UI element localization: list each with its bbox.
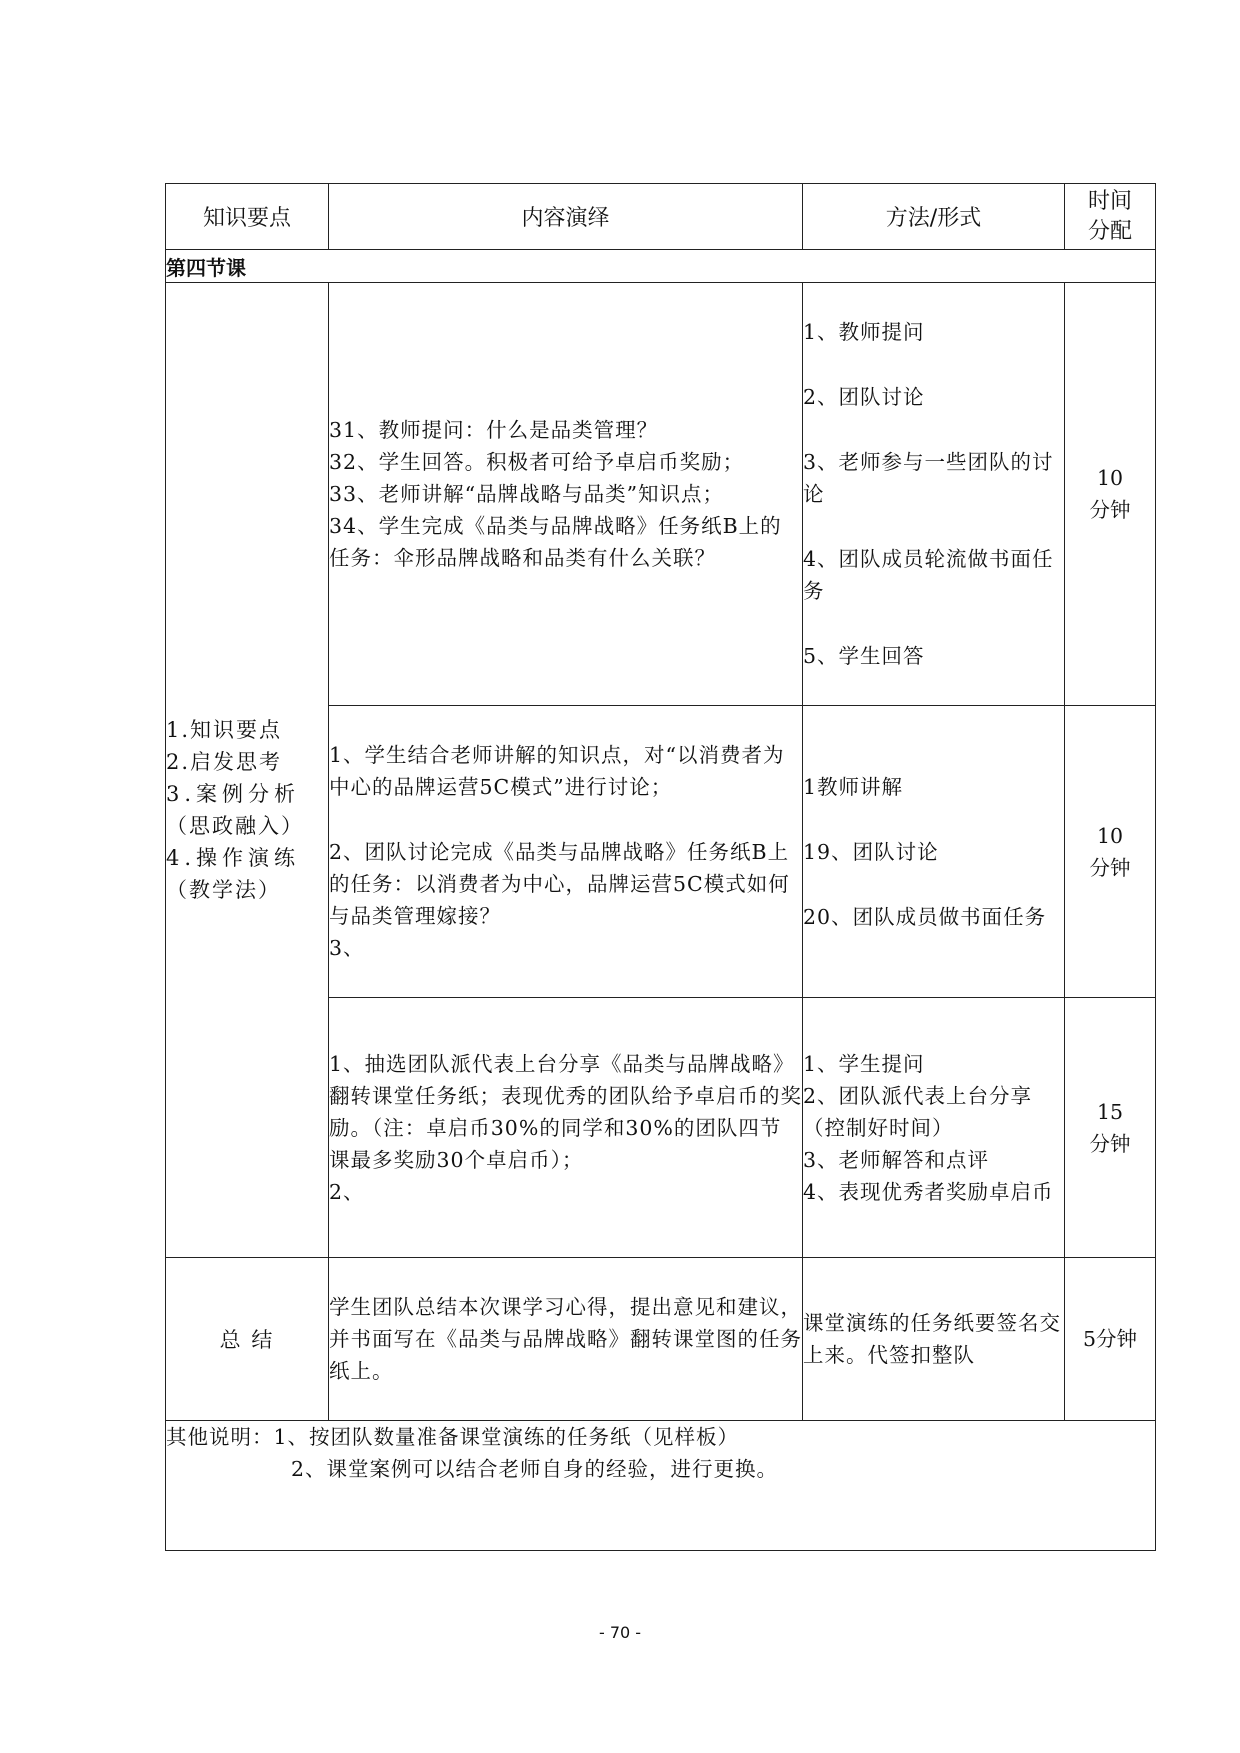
table-row — [166, 283, 1156, 706]
content-cell — [329, 706, 803, 998]
content-line: 31、教师提问：什么是品类管理？ — [329, 418, 659, 442]
knowledge-point: 2.启发思考 — [166, 750, 283, 774]
content-line: 3、 — [329, 936, 365, 960]
other-notes-label: 其他说明： — [166, 1425, 274, 1449]
header-content: 内容演绎 — [329, 184, 803, 250]
summary-label: 总 结 — [166, 1258, 329, 1421]
page-number: - 70 - — [598, 1623, 642, 1642]
summary-row — [166, 1258, 1156, 1421]
method-item: 3、老师参与一些团队的讨论 — [803, 450, 1054, 506]
time-cell — [1065, 998, 1156, 1258]
content-line: 1、抽选团队派代表上台分享《品类与品牌战略》翻转课堂任务纸；表现优秀的团队给予卓启币的奖励。（注：卓启币30%的同学和30%的团队四节课最多奖励30个卓启币）； — [329, 1051, 802, 1172]
content-line: 34、学生完成《品类与品牌战略》任务纸B上的任务：伞形品牌战略和品类有什么关联？ — [329, 514, 782, 570]
other-notes-line — [166, 1421, 1155, 1453]
content-line: 33、老师讲解“品牌战略与品类”知识点； — [329, 482, 725, 506]
content-line: 2、团队讨论完成《品类与品牌战略》任务纸B上的任务：以消费者为中心，品牌运营5C模式如何与品类管理嫁接？ — [329, 840, 790, 928]
section-title: 第四节课 — [166, 250, 1156, 283]
summary-content: 学生团队总结本次课学习心得，提出意见和建议，并书面写在《品类与品牌战略》翻转课堂图的任务纸上。 — [329, 1258, 803, 1421]
method-item: 1、教师提问 — [803, 320, 925, 344]
content-cell — [329, 283, 803, 706]
time-unit: 分钟 — [1089, 498, 1131, 522]
time-value: 10 — [1096, 823, 1124, 848]
knowledge-point: 4.操作演练 — [166, 846, 301, 870]
table-header-row — [166, 184, 1156, 250]
method-item: 1、学生提问 — [803, 1051, 925, 1076]
other-notes-row — [166, 1421, 1156, 1551]
knowledge-point: （思政融入） — [166, 814, 304, 838]
time-value: 15 — [1096, 1099, 1124, 1124]
knowledge-point: 3.案例分析 — [166, 782, 301, 806]
knowledge-points-cell — [166, 283, 329, 1258]
header-method: 方法/形式 — [803, 184, 1065, 250]
time-unit: 分钟 — [1089, 855, 1131, 880]
method-cell — [803, 706, 1065, 998]
content-line: 1、学生结合老师讲解的知识点，对“以消费者为中心的品牌运营5C模式”进行讨论； — [329, 743, 785, 799]
method-cell — [803, 998, 1065, 1258]
time-unit: 分钟 — [1089, 1131, 1131, 1156]
method-item: 20、团队成员做书面任务 — [803, 904, 1047, 929]
method-item: 4、表现优秀者奖励卓启币 — [803, 1179, 1054, 1204]
method-cell — [803, 283, 1065, 706]
header-time-line1: 时间 — [1087, 188, 1132, 214]
time-cell — [1065, 283, 1156, 706]
method-item: 2、团队派代表上台分享（控制好时间） — [803, 1083, 1033, 1140]
header-knowledge: 知识要点 — [166, 184, 329, 250]
other-notes-item: 2、课堂案例可以结合老师自身的经验，进行更换。 — [291, 1457, 779, 1481]
knowledge-point: （教学法） — [166, 878, 281, 902]
time-value: 10 — [1096, 466, 1124, 490]
other-notes-item: 1、按团队数量准备课堂演练的任务纸（见样板） — [273, 1425, 740, 1449]
section-row — [166, 250, 1156, 283]
header-time-line2: 分配 — [1087, 218, 1132, 244]
time-cell — [1065, 706, 1156, 998]
content-line: 2、 — [329, 1179, 365, 1204]
other-notes-cell — [166, 1421, 1156, 1551]
content-line: 32、学生回答。积极者可给予卓启币奖励； — [329, 450, 745, 474]
summary-method: 课堂演练的任务纸要签名交上来。代签扣整队 — [803, 1258, 1065, 1421]
lesson-plan-table — [165, 183, 1156, 1551]
method-item: 3、老师解答和点评 — [803, 1147, 990, 1172]
method-item: 5、学生回答 — [803, 644, 925, 668]
header-time — [1065, 184, 1156, 250]
method-item: 19、团队讨论 — [803, 839, 939, 864]
content-cell — [329, 998, 803, 1258]
method-item: 2、团队讨论 — [803, 385, 925, 409]
knowledge-point: 1.知识要点 — [166, 718, 283, 742]
method-item: 1教师讲解 — [803, 774, 904, 799]
method-item: 4、团队成员轮流做书面任务 — [803, 547, 1054, 603]
summary-time: 5分钟 — [1065, 1258, 1156, 1421]
